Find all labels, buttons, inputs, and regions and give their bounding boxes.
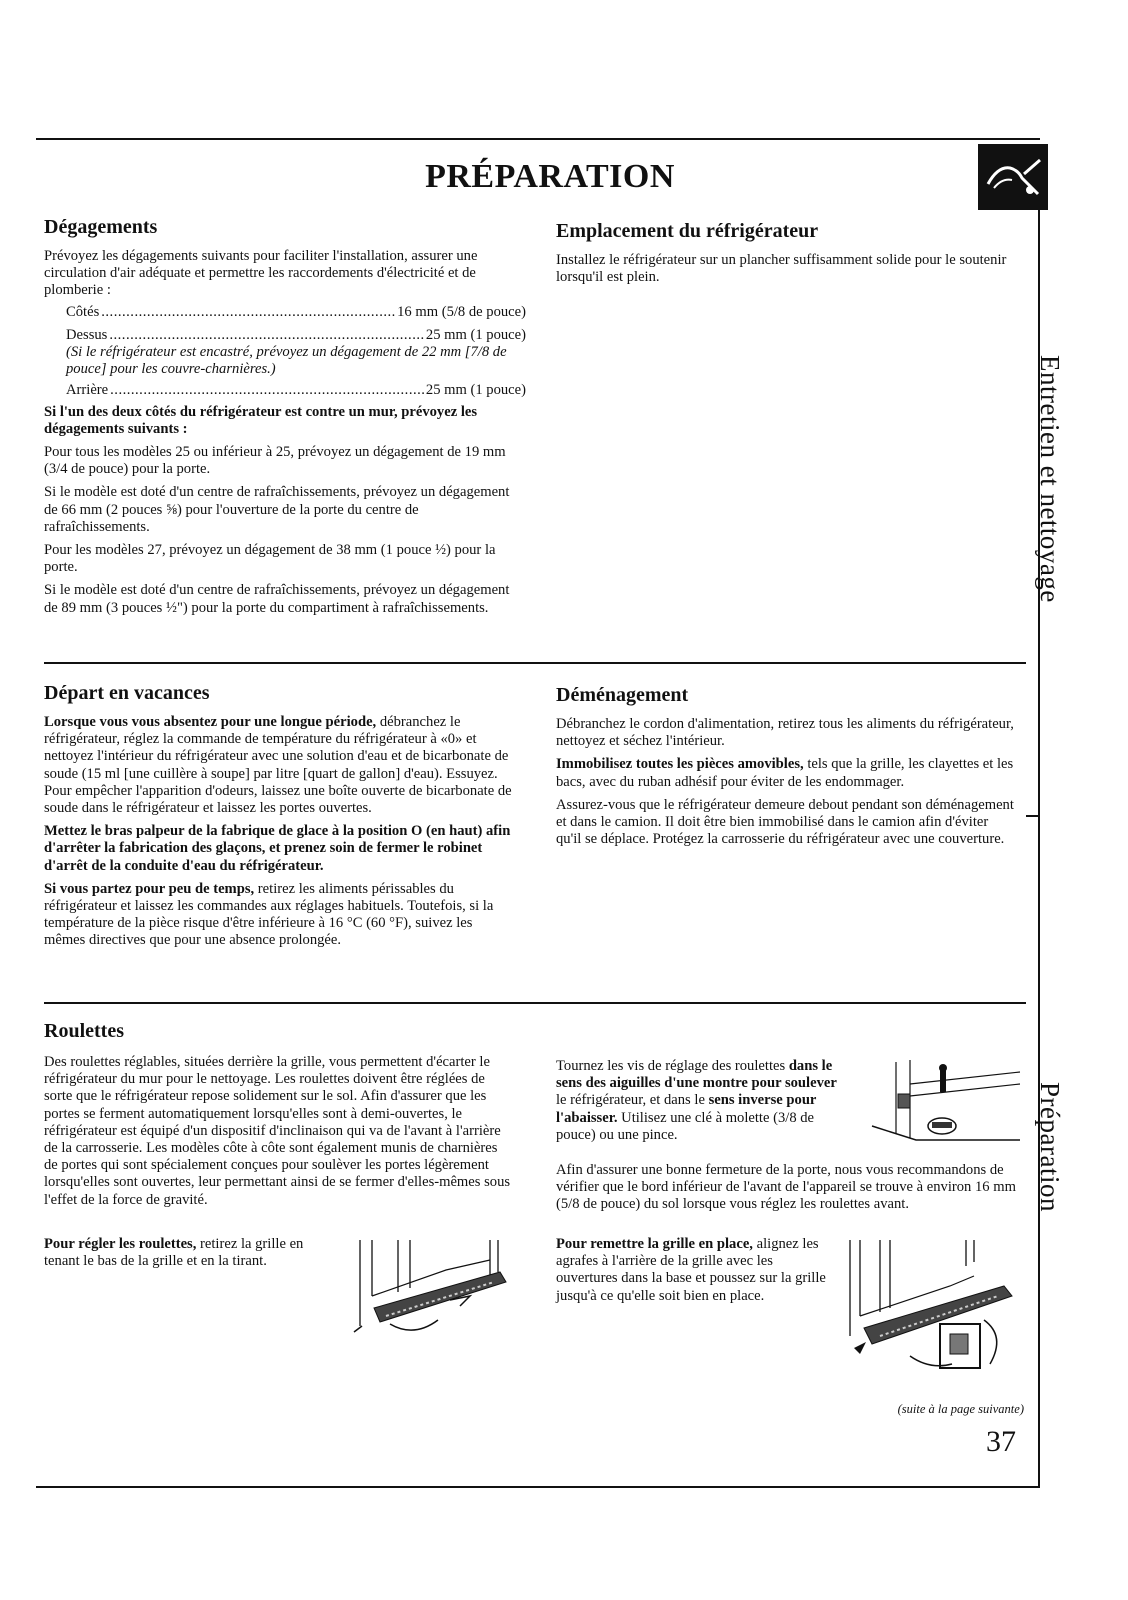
demenagement-heading: Déménagement [556, 684, 689, 706]
section-rule-2 [44, 1002, 1026, 1004]
bottom-rule [36, 1486, 1040, 1488]
wall-clearance-heading: Si l'un des deux côtés du réfrigérateur est contre un mur, prévoyez les dégagements suivants : [44, 403, 478, 437]
continued-note: (suite à la page suivante) [897, 1402, 1024, 1416]
vacances-p2: Mettez le bras palpeur de la fabrique de glace à la position O (en haut) afin d'arrêter la fabrication des glaçons, et prenez soin de fermer le robinet d'arrêt de la conduite d'eau du réfrigérateur. [44, 823, 511, 874]
demenagement-p2: Immobilisez toutes les pièces amovibles, tels que la grille, les clayettes et les bacs, avec du ruban adhésif pour éviter de les endommager. [556, 756, 1014, 790]
demenagement-p1: Débranchez le cordon d'alimentation, retirez tous les aliments du réfrigérateur, nettoyez et séchez l'intérieur. [556, 716, 1014, 750]
top-rule [36, 138, 1040, 140]
degagements-intro: Prévoyez les dégagements suivants pour faciliter l'installation, assurer une circulation d'air adéquate et permettre les raccordements d'électricité et de plomberie : [44, 248, 478, 299]
grille-replacement-illustration [840, 1236, 1030, 1376]
clearance-row-back: Arrière ..... 25 mm (1 pouce) [44, 382, 526, 399]
tab-divider [1026, 815, 1040, 817]
roulettes-heading: Roulettes [44, 1020, 124, 1042]
demenagement-p3: Assurez-vous que le réfrigérateur demeure debout pendant son déménagement et dans le camion. Il doit être bien immobilisé dans le camion afin d'éviter qu'il se déplace. Protégez la carrosserie du réfrigérateur avec une couverture. [556, 796, 1014, 848]
roulettes-p1: Des roulettes réglables, situées derrière la grille, vous permettent d'écarter le réfrigérateur du mur pour le nettoyage. Les roulettes doivent être réglées de sorte que le réfrigérateur repose solidement sur le sol. Afin d'assurer que les portes se ferment automatiquement lorsqu'elles sont à demi-ouvertes, le réfrigérateur est équipé d'un dispositif d'inclinaison qui va de l'avant à l'arrière de la carrosserie. Les modèles côte à côte sont également munis de charnières de portes qui sont spécialement conçues pour soulèver les portes légèrement lorsqu'elles sont ouvertes, leur permettant ainsi de se fermer d'elles-mêmes sous l'effet de la force de gravité. [44, 1054, 511, 1208]
degagements-p3: Pour les modèles 27, prévoyez un dégagement de 38 mm (1 pouce ½) pour la porte. [44, 542, 496, 576]
degagements-p4: Si le modèle est doté d'un centre de rafraîchissements, prévoyez un dégagement de 89 mm (3 pouces ½") pour la porte du compartiment à rafraîchissements. [44, 582, 510, 616]
roulettes-r3: Pour remettre la grille en place, alignez les agrafes à l'arrière de la grille avec les ouvertures dans la base et poussez sur la grille jusqu'à ce qu'elle soit bien en place. [556, 1236, 826, 1304]
grille-removal-illustration [350, 1236, 510, 1340]
degagements-p1: Pour tous les modèles 25 ou inférieur à 25, prévoyez un dégagement de 19 mm (3/4 de pouce) pour la porte. [44, 444, 506, 478]
clearance-note: (Si le réfrigérateur est encastré, prévoyez un dégagement de 22 mm [7/8 de pouce] pour les couvre-charnières.) [66, 344, 507, 378]
roulettes-r2: Afin d'assurer une bonne fermeture de la porte, nous vous recommandons de vérifier que le bord inférieur de l'avant de l'appareil se trouve à environ 16 mm (5/8 de pouce) du sol lorsque vous réglez les roulettes avant. [556, 1162, 1016, 1213]
tools-hand-icon [978, 144, 1048, 210]
clearance-row-top: Dessus ..... 25 mm (1 pouce) [44, 327, 526, 344]
vacances-section [44, 714, 514, 956]
clearance-row-sides: Côtés ..... 16 mm (5/8 de pouce) [44, 304, 526, 321]
vacances-p1: Lorsque vous vous absentez pour une longue période, débranchez le réfrigérateur, réglez la commande de température du réfrigérateur à «0» et nettoyez l'intérieur du réfrigérateur avec une solution d'eau et de bicarbonate de soude (15 ml [une cuillère à soupe] par litre [quart de gallon] d'eau). Essuyez. Pour empêcher l'apparition d'odeurs, laissez une boîte ouverte de bicarbonate de soude dans le réfrigérateur et laissez les portes ouvertes. [44, 714, 512, 817]
degagements-p2: Si le modèle est doté d'un centre de rafraîchissements, prévoyez un dégagement de 66 mm (2 pouces ⅝) pour l'ouverture de la porte du centre de rafraîchissements. [44, 484, 510, 535]
vacances-p3: Si vous partez pour peu de temps, retirez les aliments périssables du réfrigérateur et laissez les commandes aux réglages habituels. Toutefois, si la température de la pièce risque d'être inférieure à 16 °C (60 °F), suivez les mêmes directives que pour une absence prolongée. [44, 880, 494, 949]
page-number: 37 [986, 1425, 1016, 1458]
emplacement-heading: Emplacement du réfrigérateur [556, 220, 819, 242]
roller-adjustment-illustration [866, 1056, 1026, 1148]
demenagement-section [556, 716, 1016, 854]
section-rule-1 [44, 662, 1026, 664]
roulettes-r1: Tournez les vis de réglage des roulettes dans le sens des aiguilles d'une montre pour soulever le réfrigérateur, et dans le sens inverse pour l'abaisser. Utilisez une clé à molette (3/8 de pouce) ou une pince. [556, 1058, 837, 1143]
side-tab-entretien[interactable]: Entretien et nettoyage [1035, 355, 1065, 603]
page-title: PRÉPARATION [425, 158, 675, 195]
side-tab-preparation[interactable]: Préparation [1035, 1082, 1065, 1212]
emplacement-text: Installez le réfrigérateur sur un plancher suffisamment solide pour le soutenir lorsqu'il est plein. [556, 252, 1007, 286]
degagements-section [44, 248, 526, 623]
roulettes-p2: Pour régler les roulettes, retirez la grille en tenant le bas de la grille et en la tirant. [44, 1236, 304, 1270]
degagements-heading: Dégagements [44, 216, 158, 238]
vacances-heading: Départ en vacances [44, 682, 210, 704]
